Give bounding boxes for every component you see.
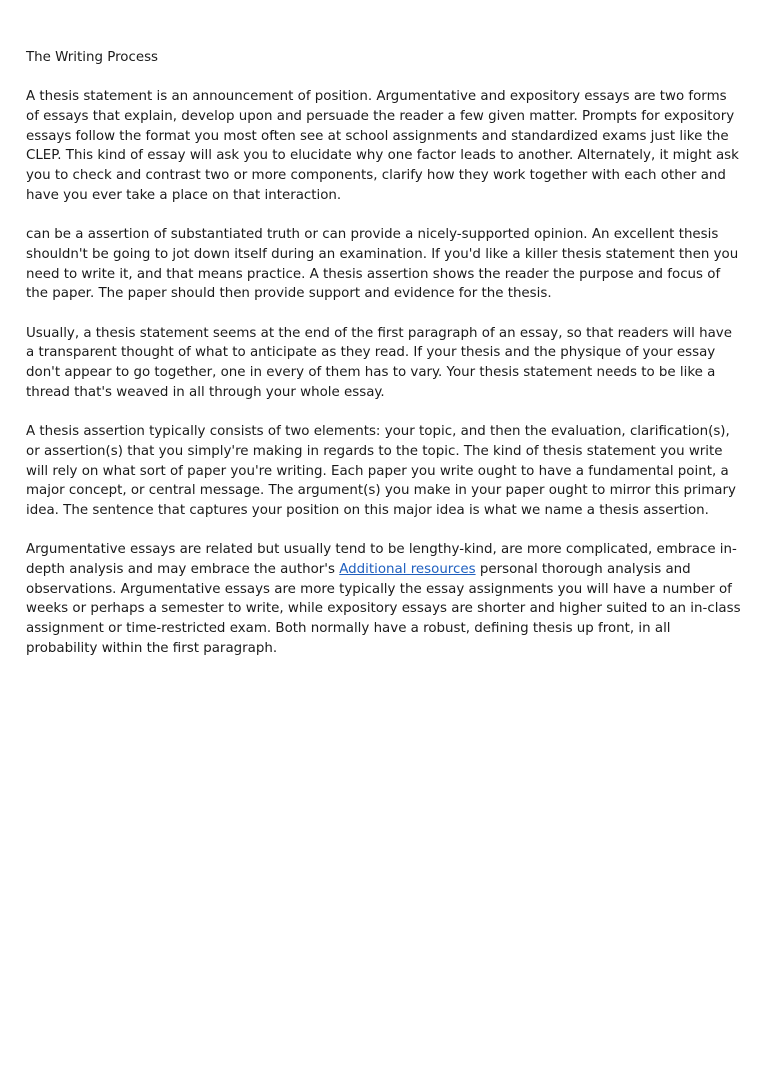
paragraph-4: A thesis assertion typically consists of two elements: your topic, and then the evaluation, clarification(s), or assertion(s) that you simply're making in regards to the topic. The kind of thesis statement you write will rely on what sort of paper you're writing. Each paper you write ought to have a fundamental point, a major concept, or central message. The argument(s) you make in your paper ought to mirror this primary idea. The sentence that captures your position on this major idea is what we name a thesis assertion. xyxy=(26,424,736,518)
additional-resources-link[interactable]: Additional resources xyxy=(339,562,476,578)
paragraph-2: can be a assertion of substantiated truth or can provide a nicely-supported opinion. An excellent thesis shouldn't be going to jot down itself during an examination. If you'd like a killer thesis statement then you need to write it, and that means practice. A thesis assertion shows the reader the purpose and focus of the paper. The paper should then provide support and evidence for the thesis. xyxy=(26,227,739,302)
paragraph-5-text-after-link: personal thorough analysis and observations. Argumentative essays are more typically the essay assignments you will have a number of weeks or perhaps a semester to write, while expository essays are shorter and higher suited to an in-class assignment or time-restricted exam. Both normally have a robust, defining thesis up front, in all probability within the first paragraph. xyxy=(26,562,741,656)
page-title: The Writing Process xyxy=(26,50,159,65)
paragraph-5-text-before-link: Argumentative essays are related but usually tend to be lengthy-kind, are more complicated, embrace in-depth analysis and may embrace the author's xyxy=(26,542,737,578)
paragraph-5 xyxy=(26,540,742,658)
paragraph-3: Usually, a thesis statement seems at the end of the first paragraph of an essay, so that readers will have a transparent thought of what to anticipate as they read. If your thesis and the physique of your essay don't appear to go together, one in every of them has to vary. Your thesis statement needs to be like a thread that's weaved in all through your whole essay. xyxy=(26,325,732,400)
paragraph-1: A thesis statement is an announcement of position. Argumentative and expository essays are two forms of essays that explain, develop upon and persuade the reader a few given matter. Prompts for expository essays follow the format you most often see at school assignments and standardized exams just like the CLEP. This kind of essay will ask you to elucidate why one factor leads to another. Alternately, it might ask you to check and contrast two or more components, clarify how they work together with each other and have you ever take a place on that interaction. xyxy=(26,89,739,203)
document-page xyxy=(26,48,742,678)
